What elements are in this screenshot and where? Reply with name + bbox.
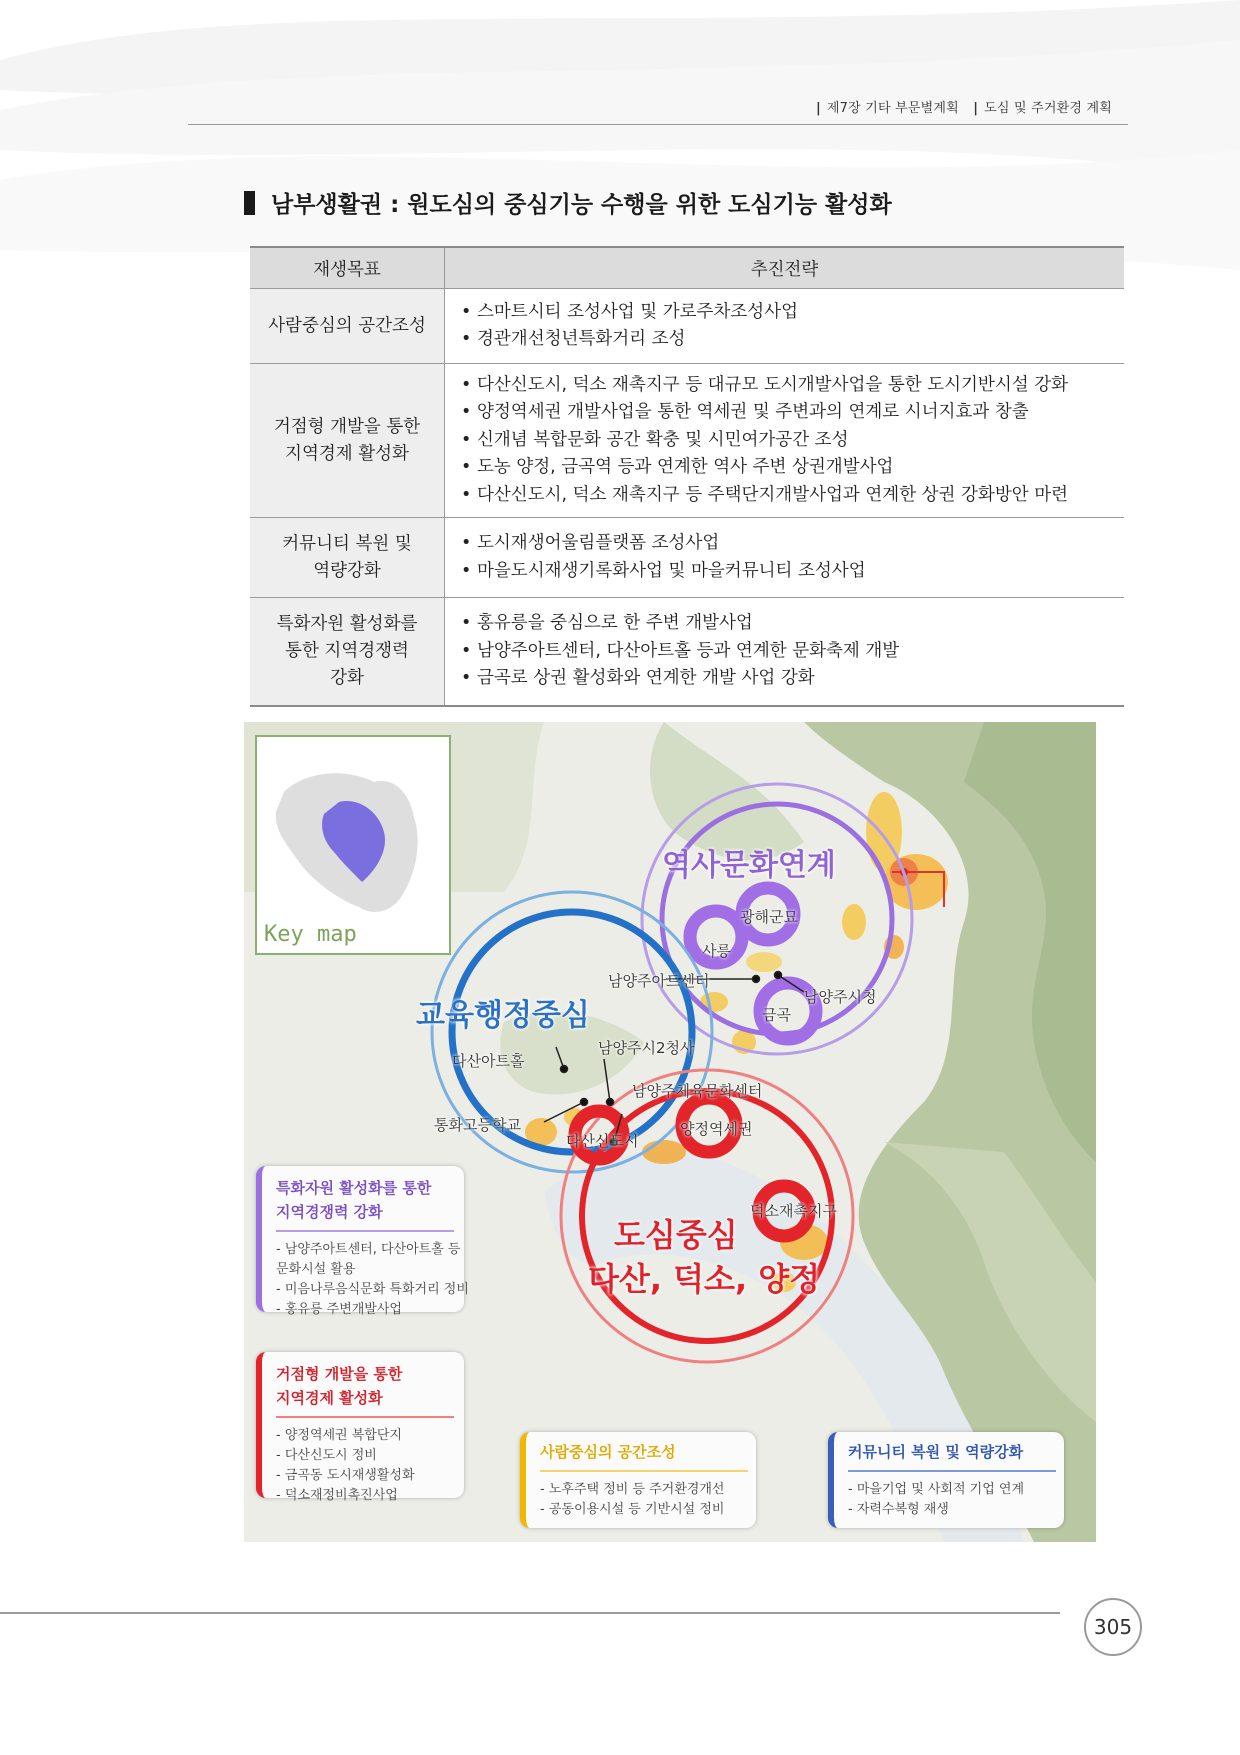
place-tonghwa-school: 통화고등학교 [434,1116,521,1134]
goal-cell [250,518,445,598]
panel-rule [848,1470,1056,1472]
panel-title [540,1440,748,1464]
panel-title [276,1176,454,1224]
strategy-cell [445,518,1125,598]
strategy-cell [445,364,1125,518]
strategy-item: • 양정역세권 개발사업을 통한 역세권 및 주변과의 연계로 시너지효과 창출 [459,399,1114,427]
plan-map-figure [244,722,1096,1542]
goal-line: 특화자원 활성화를 [276,613,418,634]
zone-label-history: 역사문화연계 [662,848,836,883]
place-cityhall2: 남양주시2청사 [598,1039,695,1057]
panel-item: - 다산신도시 정비 [276,1448,377,1463]
panel-item: - 미음나루음식문화 특화거리 정비 [276,1282,469,1297]
column-header-strategy: 추진전략 [445,247,1125,289]
goal-line: 커뮤니티 복원 및 [282,533,412,554]
place-tomb: 광해군묘 [740,908,798,926]
strategy-list [459,530,1114,585]
strategy-item: • 남양주아트센터, 다산아트홀 등과 연계한 문화축제 개발 [459,638,1114,666]
section-title-text: 남부생활권 : 원도심의 중심기능 수행을 위한 도심기능 활성화 [271,192,892,218]
header-chapter: 제7장 기타 부문별계획 [826,101,959,116]
table-row [250,598,1124,706]
zone-label-downtown-areas: 다산, 덕소, 양정 [588,1260,821,1298]
panel-title [848,1440,1056,1464]
panel-item: - 금곡동 도시재생활성화 [276,1468,415,1483]
strategy-item: • 다산신도시, 덕소 재촉지구 등 대규모 도시개발사업을 통한 도시기반시설 강화 [459,372,1114,400]
place-cityhall: 남양주시청 [804,988,877,1006]
strategy-list [459,610,1114,693]
strategy-item: • 마을도시재생기록화사업 및 마을커뮤니티 조성사업 [459,558,1114,586]
goal-line: 통한 지역경쟁력 [285,640,409,661]
place-yangjeong: 양정역세권 [680,1120,753,1138]
place-gumgok: 금곡 [762,1006,791,1024]
goal-line: 역량강화 [313,560,381,581]
running-header [816,97,1112,116]
place-culture-center: 남양주체육문화센터 [632,1082,763,1100]
strategy-item: • 도농 양정, 금곡역 등과 연계한 역사 주변 상권개발사업 [459,454,1114,482]
panel-rule [276,1230,454,1232]
panel-item: - 양정역세권 복합단지 [276,1428,402,1443]
footer-rule [0,1612,1060,1614]
panel-title-line: 지역경쟁력 강화 [276,1203,383,1221]
strategy-table [250,246,1124,707]
panel-rule [276,1416,454,1418]
goal-line: 사람중심의 공간조성 [268,315,426,336]
table-header-row [250,247,1124,289]
header-divider: | [815,101,821,116]
goal-line: 거점형 개발을 통한 [273,416,421,437]
table-row [250,364,1124,518]
strategy-cell [445,289,1125,364]
table-row [250,518,1124,598]
table-row [250,289,1124,364]
strategy-item: • 스마트시티 조성사업 및 가로주차조성사업 [459,299,1114,327]
panel-title-line: 사람중심의 공간조성 [540,1443,676,1461]
header-rule [188,124,1128,125]
panel-title [276,1362,454,1410]
strategy-list [459,372,1114,510]
panel-item: - 마을기업 및 사회적 기업 연계 [848,1482,1025,1497]
panel-hub-development [256,1352,464,1503]
page-number: 305 [1084,1598,1142,1656]
goal-cell [250,289,445,364]
zone-label-downtown: 도심중심 [614,1216,738,1254]
panel-item: - 자력수복형 재생 [848,1502,949,1517]
strategy-list [459,299,1114,354]
goal-cell [250,364,445,518]
zone-label-education: 교육행정중심 [416,998,590,1033]
strategy-cell [445,598,1125,706]
section-title [244,186,892,219]
place-artcenter: 남양주아트센터 [608,972,710,990]
panel-title-line: 특화자원 활성화를 통한 [276,1179,432,1197]
place-hongneung: 사릉 [702,942,731,960]
column-header-goal: 재생목표 [250,247,445,289]
goal-line: 지역경제 활성화 [285,443,409,464]
goal-cell [250,598,445,706]
title-marker [244,191,255,215]
panel-item: 문화시설 활용 [276,1262,356,1277]
strategy-item: • 홍유릉을 중심으로 한 주변 개발사업 [459,610,1114,638]
panel-people-centered [520,1432,756,1528]
place-deokso: 덕소재촉지구 [750,1202,837,1220]
panel-item: - 남양주아트센터, 다산아트홀 등 [276,1242,461,1257]
strategy-item: • 다산신도시, 덕소 재촉지구 등 주택단지개발사업과 연계한 상권 강화방안 마련 [459,482,1114,510]
strategy-item: • 금곡로 상권 활성화와 연계한 개발 사업 강화 [459,665,1114,693]
header-divider: | [973,101,979,116]
panel-title-line: 커뮤니티 복원 및 역량강화 [848,1443,1024,1461]
header-section: 도심 및 주거환경 계획 [984,101,1112,116]
panel-community [828,1432,1064,1528]
panel-title-line: 거점형 개발을 통한 [276,1365,403,1383]
place-dasan-arthall: 다산아트홀 [452,1052,525,1070]
place-dasan-city: 다산신도시 [566,1132,639,1150]
strategy-item: • 도시재생어울림플랫폼 조성사업 [459,530,1114,558]
panel-special-resources [256,1166,469,1317]
goal-line: 강화 [330,667,364,688]
strategy-item: • 경관개선청년특화거리 조성 [459,326,1114,354]
keymap-label: Key map [264,922,357,947]
panel-rule [540,1470,748,1472]
panel-item: - 홍유릉 주변개발사업 [276,1302,402,1317]
panel-item: - 노후주택 정비 등 주거환경개선 [540,1482,725,1497]
panel-item: - 덕소재정비촉진사업 [276,1488,398,1503]
strategy-item: • 신개념 복합문화 공간 확충 및 시민여가공간 조성 [459,427,1114,455]
panel-title-line: 지역경제 활성화 [276,1389,383,1407]
panel-item: - 공동이용시설 등 기반시설 정비 [540,1502,725,1517]
